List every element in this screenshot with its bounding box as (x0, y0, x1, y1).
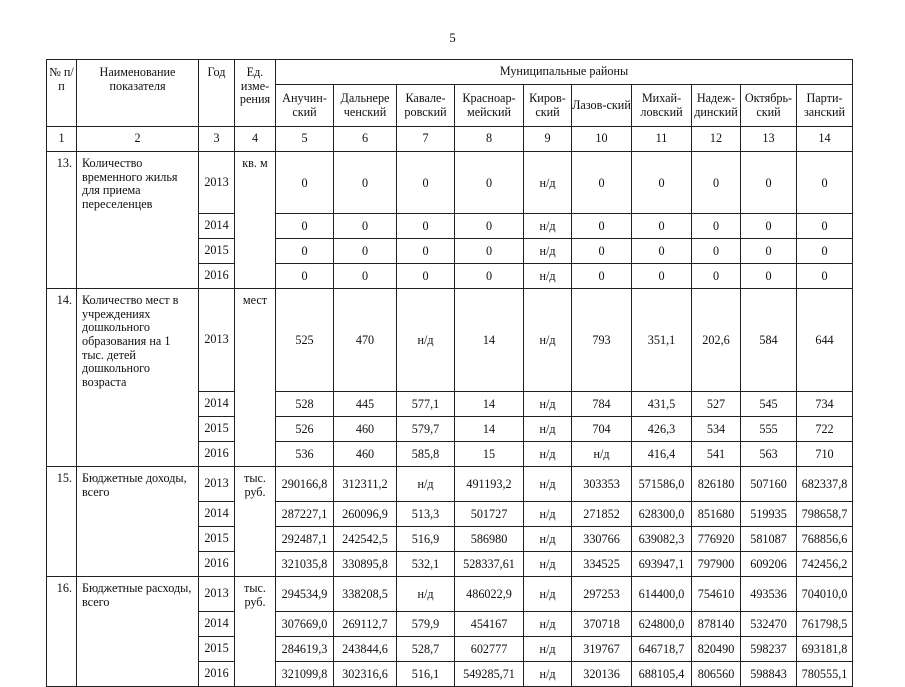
value-cell: н/д (397, 467, 455, 502)
value-cell: 416,4 (632, 442, 692, 467)
value-cell: 0 (455, 214, 524, 239)
value-cell: 0 (397, 264, 455, 289)
year-cell: 2016 (199, 264, 235, 289)
unit-cell: тыс. руб. (235, 577, 276, 612)
value-cell: 598237 (741, 636, 797, 661)
unit-cell (235, 527, 276, 552)
value-cell: 330766 (572, 527, 632, 552)
table-row (47, 552, 853, 577)
value-cell: 0 (741, 264, 797, 289)
value-cell: 0 (397, 214, 455, 239)
header-col-unit: Ед. изме-рения (235, 60, 276, 127)
value-cell: 598843 (741, 661, 797, 686)
value-cell: 0 (572, 214, 632, 239)
year-cell: 2014 (199, 502, 235, 527)
value-cell: 563 (741, 442, 797, 467)
header-district: Дальнере ченский (334, 85, 397, 127)
indicator-number (47, 661, 77, 686)
value-cell: 0 (741, 152, 797, 214)
year-cell: 2013 (199, 577, 235, 612)
value-cell: 797900 (692, 552, 741, 577)
table-row (47, 502, 853, 527)
indicator-name (77, 611, 199, 636)
value-cell: 260096,9 (334, 502, 397, 527)
header-district: Октябрь-ский (741, 85, 797, 127)
value-cell: 693181,8 (797, 636, 853, 661)
year-cell: 2013 (199, 467, 235, 502)
header-district: Анучин-ский (276, 85, 334, 127)
value-cell: 0 (572, 239, 632, 264)
value-cell: н/д (524, 527, 572, 552)
value-cell: н/д (524, 239, 572, 264)
value-cell: 820490 (692, 636, 741, 661)
unit-cell (235, 636, 276, 661)
value-cell: 644 (797, 289, 853, 392)
value-cell: 555 (741, 417, 797, 442)
indicator-number (47, 502, 77, 527)
value-cell: 519935 (741, 502, 797, 527)
value-cell: 851680 (692, 502, 741, 527)
value-cell: 312311,2 (334, 467, 397, 502)
value-cell: 793 (572, 289, 632, 392)
year-cell: 2014 (199, 392, 235, 417)
indicator-number (47, 417, 77, 442)
value-cell: 0 (276, 152, 334, 214)
value-cell: 646718,7 (632, 636, 692, 661)
value-cell: 0 (692, 264, 741, 289)
indicator-name (77, 527, 199, 552)
value-cell: 527 (692, 392, 741, 417)
value-cell: 319767 (572, 636, 632, 661)
value-cell: 491193,2 (455, 467, 524, 502)
value-cell: 579,9 (397, 611, 455, 636)
indicator-name (77, 264, 199, 289)
table-row (47, 636, 853, 661)
table-row (47, 661, 853, 686)
value-cell: н/д (524, 611, 572, 636)
table-row (47, 239, 853, 264)
value-cell: н/д (397, 577, 455, 612)
value-cell: н/д (524, 467, 572, 502)
header-district: Кавале-ровский (397, 85, 455, 127)
value-cell: 287227,1 (276, 502, 334, 527)
value-cell: 602777 (455, 636, 524, 661)
header-district: Надеж-динский (692, 85, 741, 127)
value-cell: 0 (334, 214, 397, 239)
value-cell: 545 (741, 392, 797, 417)
value-cell: 0 (572, 264, 632, 289)
value-cell: 0 (741, 239, 797, 264)
value-cell: 528,7 (397, 636, 455, 661)
header-column-number: 4 (235, 127, 276, 152)
value-cell: н/д (524, 577, 572, 612)
value-cell: 243844,6 (334, 636, 397, 661)
header-column-number: 6 (334, 127, 397, 152)
page-number: 5 (449, 30, 456, 45)
indicator-number (47, 392, 77, 417)
indicator-name (77, 214, 199, 239)
value-cell: 0 (632, 239, 692, 264)
table-row (47, 289, 853, 392)
value-cell: 242542,5 (334, 527, 397, 552)
value-cell: 0 (276, 214, 334, 239)
value-cell: 754610 (692, 577, 741, 612)
indicator-name (77, 502, 199, 527)
value-cell: 0 (397, 239, 455, 264)
value-cell: 431,5 (632, 392, 692, 417)
unit-cell (235, 442, 276, 467)
header-district: Михай-ловский (632, 85, 692, 127)
value-cell: 0 (692, 239, 741, 264)
indicator-number (47, 636, 77, 661)
value-cell: 586980 (455, 527, 524, 552)
indicator-name (77, 239, 199, 264)
indicator-number: 13. (47, 152, 77, 214)
table-row (47, 442, 853, 467)
value-cell: 806560 (692, 661, 741, 686)
table-row (47, 417, 853, 442)
header-regions-title: Муниципальные районы (276, 60, 853, 85)
value-cell: 532470 (741, 611, 797, 636)
value-cell: 470 (334, 289, 397, 392)
value-cell: н/д (524, 152, 572, 214)
year-cell: 2013 (199, 152, 235, 214)
value-cell: н/д (524, 442, 572, 467)
indicator-name: Количество мест в учреждениях дошкольного образования на 1 тыс. детей дошкольного возраста (77, 289, 199, 392)
value-cell: 784 (572, 392, 632, 417)
indicator-number (47, 214, 77, 239)
table-row (47, 577, 853, 612)
value-cell: 722 (797, 417, 853, 442)
value-cell: н/д (524, 392, 572, 417)
value-cell: н/д (524, 214, 572, 239)
value-cell: н/д (524, 661, 572, 686)
header-column-number: 1 (47, 127, 77, 152)
value-cell: 768856,6 (797, 527, 853, 552)
header-col-name: Наименование показателя (77, 60, 199, 127)
value-cell: 14 (455, 392, 524, 417)
value-cell: 290166,8 (276, 467, 334, 502)
year-cell: 2013 (199, 289, 235, 392)
value-cell: 445 (334, 392, 397, 417)
value-cell: 798658,7 (797, 502, 853, 527)
unit-cell (235, 239, 276, 264)
value-cell: 516,1 (397, 661, 455, 686)
indicator-number (47, 442, 77, 467)
value-cell: н/д (524, 289, 572, 392)
unit-cell (235, 417, 276, 442)
value-cell: 320136 (572, 661, 632, 686)
unit-cell: мест (235, 289, 276, 392)
header-column-number: 13 (741, 127, 797, 152)
unit-cell: кв. м (235, 152, 276, 214)
indicator-name: Бюджетные доходы, всего (77, 467, 199, 502)
value-cell: 0 (276, 239, 334, 264)
value-cell: 780555,1 (797, 661, 853, 686)
value-cell: 693947,1 (632, 552, 692, 577)
indicator-number (47, 264, 77, 289)
value-cell: 0 (632, 214, 692, 239)
value-cell: 0 (455, 239, 524, 264)
indicator-name (77, 442, 199, 467)
value-cell: 549285,71 (455, 661, 524, 686)
indicator-name: Бюджетные расходы, всего (77, 577, 199, 612)
value-cell: 0 (692, 214, 741, 239)
header-column-number: 11 (632, 127, 692, 152)
value-cell: 297253 (572, 577, 632, 612)
value-cell: 526 (276, 417, 334, 442)
header-column-number: 7 (397, 127, 455, 152)
year-cell: 2015 (199, 239, 235, 264)
value-cell: 528337,61 (455, 552, 524, 577)
value-cell: 682337,8 (797, 467, 853, 502)
value-cell: 742456,2 (797, 552, 853, 577)
value-cell: 330895,8 (334, 552, 397, 577)
value-cell: 516,9 (397, 527, 455, 552)
value-cell: 454167 (455, 611, 524, 636)
header-column-number: 14 (797, 127, 853, 152)
value-cell: 513,3 (397, 502, 455, 527)
value-cell: 688105,4 (632, 661, 692, 686)
value-cell: 628300,0 (632, 502, 692, 527)
value-cell: 624800,0 (632, 611, 692, 636)
indicator-number: 16. (47, 577, 77, 612)
value-cell: 0 (334, 264, 397, 289)
header-column-number: 8 (455, 127, 524, 152)
unit-cell: тыс. руб. (235, 467, 276, 502)
value-cell: 292487,1 (276, 527, 334, 552)
value-cell: 0 (276, 264, 334, 289)
table-body (47, 152, 853, 687)
value-cell: 303353 (572, 467, 632, 502)
header-column-number: 5 (276, 127, 334, 152)
value-cell: 460 (334, 442, 397, 467)
value-cell: 710 (797, 442, 853, 467)
header-column-number: 12 (692, 127, 741, 152)
year-cell: 2016 (199, 552, 235, 577)
value-cell: 704010,0 (797, 577, 853, 612)
indicator-name (77, 392, 199, 417)
table-row (47, 214, 853, 239)
table-row (47, 527, 853, 552)
value-cell: 532,1 (397, 552, 455, 577)
municipal-indicators-table (46, 59, 853, 687)
value-cell: 334525 (572, 552, 632, 577)
unit-cell (235, 264, 276, 289)
year-cell: 2016 (199, 661, 235, 686)
table-header (47, 60, 853, 152)
indicator-name (77, 661, 199, 686)
value-cell: 507160 (741, 467, 797, 502)
header-column-number: 2 (77, 127, 199, 152)
value-cell: 307669,0 (276, 611, 334, 636)
year-cell: 2016 (199, 442, 235, 467)
value-cell: 14 (455, 417, 524, 442)
value-cell: 0 (741, 214, 797, 239)
value-cell: 0 (572, 152, 632, 214)
value-cell: н/д (524, 552, 572, 577)
value-cell: 321035,8 (276, 552, 334, 577)
indicator-name (77, 552, 199, 577)
value-cell: 269112,7 (334, 611, 397, 636)
value-cell: 534 (692, 417, 741, 442)
value-cell: 761798,5 (797, 611, 853, 636)
year-cell: 2014 (199, 611, 235, 636)
value-cell: 0 (455, 152, 524, 214)
value-cell: 486022,9 (455, 577, 524, 612)
value-cell: 0 (797, 239, 853, 264)
indicator-name (77, 636, 199, 661)
indicator-number (47, 527, 77, 552)
column-number-row (47, 127, 853, 152)
header-column-number: 9 (524, 127, 572, 152)
indicator-number (47, 239, 77, 264)
value-cell: 426,3 (632, 417, 692, 442)
value-cell: 0 (397, 152, 455, 214)
unit-cell (235, 661, 276, 686)
value-cell: 493536 (741, 577, 797, 612)
unit-cell (235, 502, 276, 527)
value-cell: 878140 (692, 611, 741, 636)
value-cell: 15 (455, 442, 524, 467)
header-district: Лазов-ский (572, 85, 632, 127)
value-cell: 609206 (741, 552, 797, 577)
value-cell: 614400,0 (632, 577, 692, 612)
value-cell: 577,1 (397, 392, 455, 417)
value-cell: 536 (276, 442, 334, 467)
unit-cell (235, 552, 276, 577)
year-cell: 2014 (199, 214, 235, 239)
value-cell: 294534,9 (276, 577, 334, 612)
value-cell: 581087 (741, 527, 797, 552)
value-cell: 639082,3 (632, 527, 692, 552)
indicator-name (77, 417, 199, 442)
year-cell: 2015 (199, 636, 235, 661)
value-cell: н/д (397, 289, 455, 392)
value-cell: 338208,5 (334, 577, 397, 612)
value-cell: 585,8 (397, 442, 455, 467)
value-cell: 541 (692, 442, 741, 467)
table-row (47, 264, 853, 289)
value-cell: н/д (524, 636, 572, 661)
value-cell: 0 (632, 152, 692, 214)
value-cell: 351,1 (632, 289, 692, 392)
value-cell: 370718 (572, 611, 632, 636)
value-cell: н/д (572, 442, 632, 467)
value-cell: 321099,8 (276, 661, 334, 686)
value-cell: н/д (524, 502, 572, 527)
value-cell: 0 (632, 264, 692, 289)
unit-cell (235, 392, 276, 417)
value-cell: 584 (741, 289, 797, 392)
table-row (47, 611, 853, 636)
value-cell: 826180 (692, 467, 741, 502)
value-cell: 734 (797, 392, 853, 417)
year-cell: 2015 (199, 417, 235, 442)
value-cell: 302316,6 (334, 661, 397, 686)
header-district: Красноар-мейский (455, 85, 524, 127)
header-column-number: 10 (572, 127, 632, 152)
value-cell: 14 (455, 289, 524, 392)
header-col-year: Год (199, 60, 235, 127)
value-cell: 0 (334, 152, 397, 214)
unit-cell (235, 214, 276, 239)
value-cell: 202,6 (692, 289, 741, 392)
value-cell: 704 (572, 417, 632, 442)
year-cell: 2015 (199, 527, 235, 552)
table-row (47, 392, 853, 417)
value-cell: 0 (334, 239, 397, 264)
table-row (47, 152, 853, 214)
header-district: Киров-ский (524, 85, 572, 127)
value-cell: 579,7 (397, 417, 455, 442)
value-cell: 0 (692, 152, 741, 214)
value-cell: 528 (276, 392, 334, 417)
unit-cell (235, 611, 276, 636)
header-column-number: 3 (199, 127, 235, 152)
value-cell: 501727 (455, 502, 524, 527)
value-cell: 525 (276, 289, 334, 392)
value-cell: 0 (797, 264, 853, 289)
header-col-no: № п/п (47, 60, 77, 127)
value-cell: 271852 (572, 502, 632, 527)
indicator-number (47, 611, 77, 636)
indicator-number (47, 552, 77, 577)
value-cell: 0 (797, 214, 853, 239)
indicator-number: 14. (47, 289, 77, 392)
table-row (47, 467, 853, 502)
value-cell: 0 (797, 152, 853, 214)
value-cell: н/д (524, 264, 572, 289)
value-cell: н/д (524, 417, 572, 442)
value-cell: 571586,0 (632, 467, 692, 502)
header-district: Парти-занский (797, 85, 853, 127)
value-cell: 776920 (692, 527, 741, 552)
indicator-name: Количество временного жилья для приема переселенцев (77, 152, 199, 214)
value-cell: 284619,3 (276, 636, 334, 661)
value-cell: 0 (455, 264, 524, 289)
indicator-number: 15. (47, 467, 77, 502)
value-cell: 460 (334, 417, 397, 442)
